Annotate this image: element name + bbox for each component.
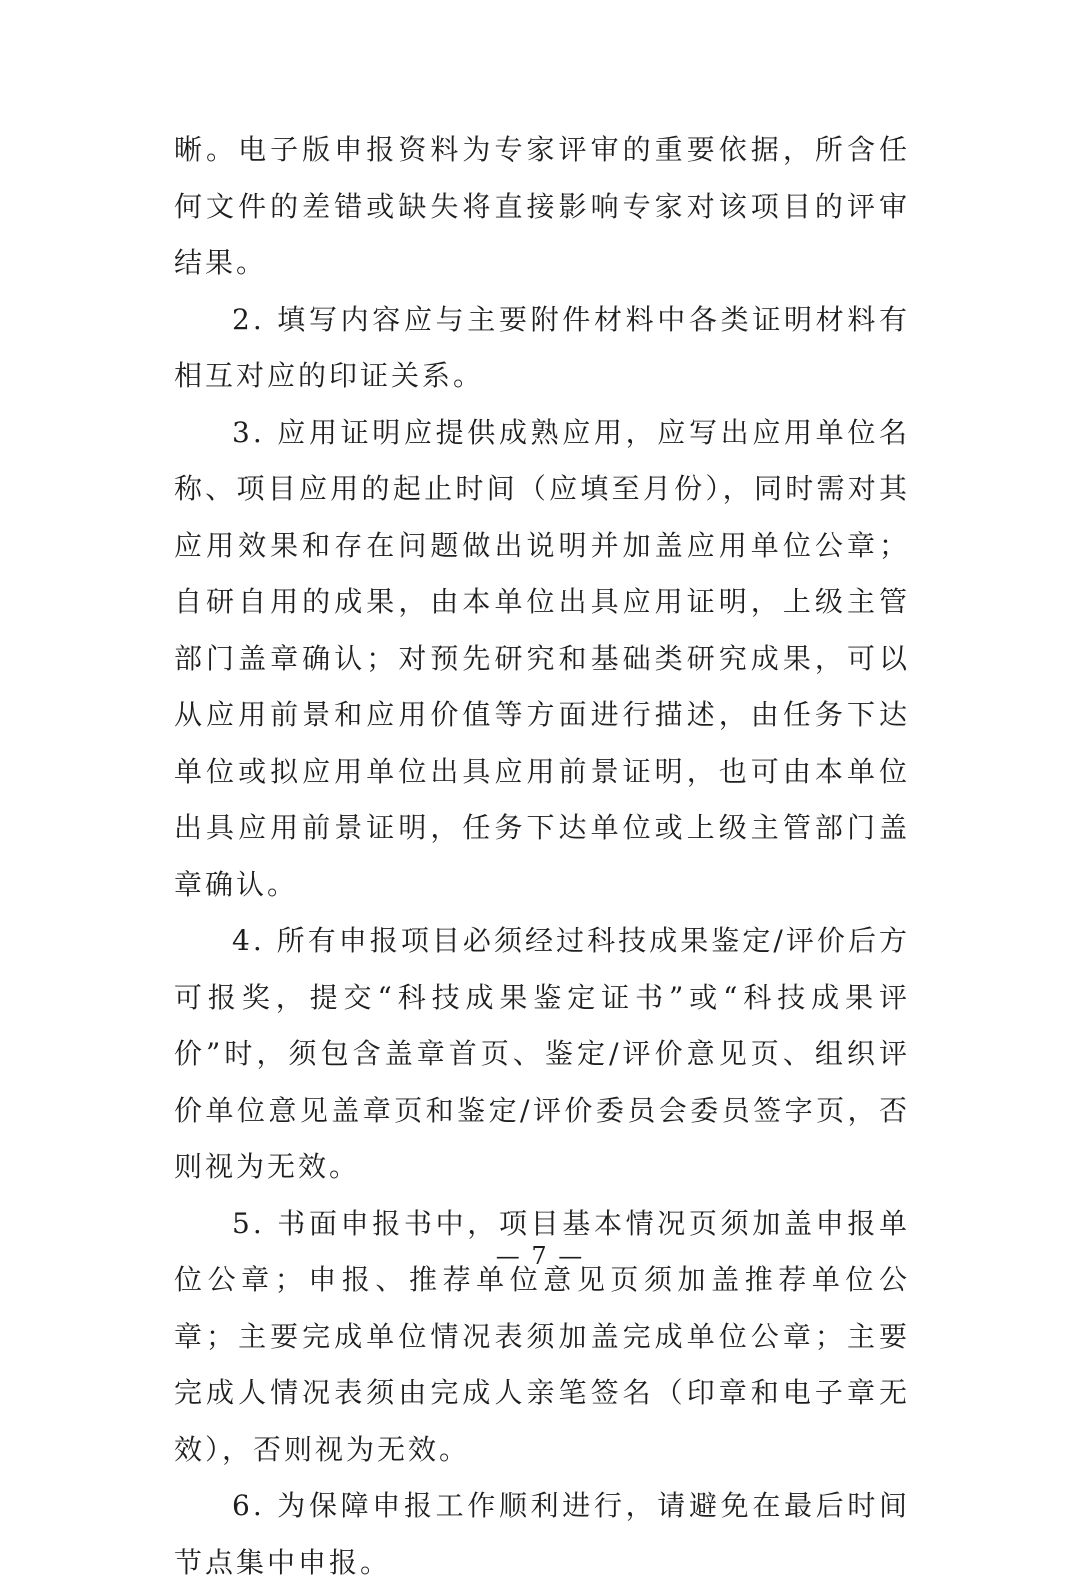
page-number: — 7 —: [495, 1242, 585, 1270]
paragraph-item-2: 2. 填写内容应与主要附件材料中各类证明材料有相互对应的印证关系。: [174, 302, 910, 392]
paragraph-continuation: 晰。电子版申报资料为专家评审的重要依据，所含任何文件的差错或缺失将直接影响专家对该项目的评审结果。: [174, 133, 910, 279]
paragraph-item-3: 3. 应用证明应提供成熟应用，应写出应用单位名称、项目应用的起止时间（应填至月份），同时需对其应用效果和存在问题做出说明并加盖应用单位公章；自研自用的成果，由本单位出具应用证明，上级主管部门盖章确认；对预先研究和基础类研究成果，可以从应用前景和应用价值等方面进行描述，由任务下达单位或拟应用单位出具应用前景证明，也可由本单位出具应用前景证明，任务下达单位或上级主管部门盖章确认。: [174, 415, 910, 901]
paragraph-item-5: 5. 书面申报书中，项目基本情况页须加盖申报单位公章；申报、推荐单位意见页须加盖推荐单位公章；主要完成单位情况表须加盖完成单位公章；主要完成人情况表须由完成人亲笔签名（印章和电子章无效），否则视为无效。: [174, 1206, 910, 1466]
paragraph-item-4: 4. 所有申报项目必须经过科技成果鉴定/评价后方可报奖，提交“科技成果鉴定证书”或“科技成果评价”时，须包含盖章首页、鉴定/评价意见页、组织评价单位意见盖章页和鉴定/评价委员会委员签字页，否则视为无效。: [174, 924, 910, 1183]
document-body: [174, 122, 910, 1591]
paragraph-item-6: 6. 为保障申报工作顺利进行，请避免在最后时间节点集中申报。: [174, 1489, 910, 1579]
